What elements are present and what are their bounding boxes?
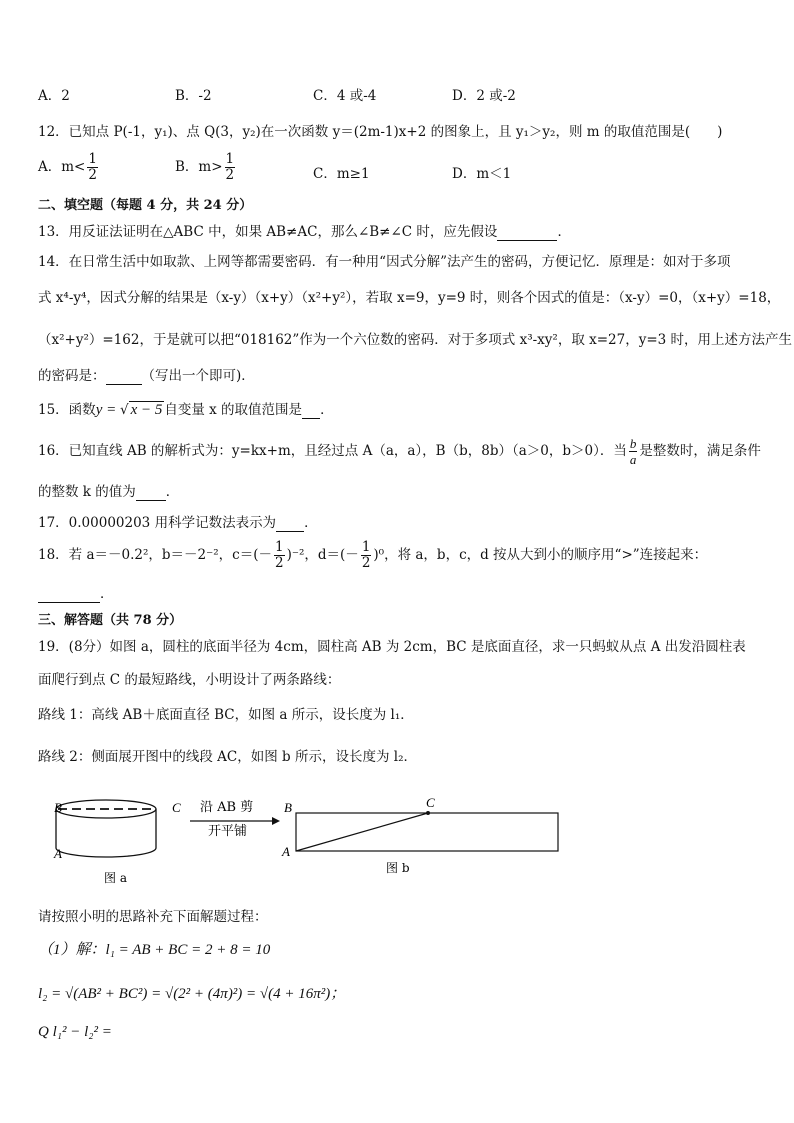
q15-blank	[302, 402, 320, 419]
q16-line-2-text: 的整数 k 的值为	[38, 484, 136, 500]
q12-b-fraction	[225, 152, 236, 183]
q18-text-c: )⁰，将 a，b，c，d 按从大到小的顺序用“>”连接起来：	[373, 547, 708, 563]
q19-line-1: 19．(8分）如图 a，圆柱的底面半径为 4cm，圆柱高 AB 为 2cm，BC 是底面直径，求一只蚂蚁从点 A 出发沿圆柱表	[38, 639, 746, 655]
q14-line-4-text: 的密码是：	[38, 368, 106, 384]
q12-a-fraction	[87, 152, 98, 183]
arrow-label-top: 沿 AB 剪	[200, 800, 254, 815]
arrow-label-bottom: 开平铺	[208, 824, 248, 839]
q15	[38, 398, 334, 419]
q16-line-1	[38, 436, 761, 467]
q14-line-3: （x²+y²）=162，于是就可以把“018162”作为一个六位数的密码．对于多项式 x³-xy²，取 x=27，y=3 时，用上述方法产生	[38, 332, 793, 348]
q11-option-d: D．2 或-2	[452, 88, 516, 104]
q19-figure	[40, 792, 580, 887]
point-c	[426, 811, 430, 815]
q18-text-a: 18．若 a＝－0.2²，b＝－2⁻²，c＝(－	[38, 547, 272, 563]
q19-route-1: 路线 1：高线 AB＋底面直径 BC，如图 a 所示，设长度为 l₁．	[38, 707, 414, 723]
q16-den: a	[629, 452, 637, 467]
q17-blank	[276, 515, 304, 532]
q15-text: 15．函数	[38, 402, 96, 418]
q18-num2: 1	[361, 539, 371, 555]
q19-step-2: l₂ = √(AB² + BC²) = √(2² + (4π)²) = √(4 + 16π²)；	[38, 986, 346, 1002]
q12-option-b	[175, 152, 237, 183]
q17	[38, 511, 318, 532]
q14-line-4	[38, 364, 255, 385]
q18-line-2	[38, 582, 114, 603]
segment-ac	[296, 813, 428, 851]
q14-line-4-end: （写出一个即可)．	[141, 368, 255, 384]
arrow-head-icon	[272, 817, 280, 825]
label-a-b: A	[282, 844, 290, 859]
q18-end: ．	[100, 586, 114, 602]
q12-a-den: 2	[88, 167, 97, 183]
q12-b-den: 2	[225, 167, 235, 183]
section-3-heading: 三、解答题（共 78 分）	[38, 613, 183, 628]
q16-text-a: 16．已知直线 AB 的解析式为：y=kx+m，且经过点 A（a，a），B（b，8b）（a＞0，b＞0）．当	[38, 443, 627, 459]
q12-option-d: D．m＜1	[452, 166, 512, 182]
label-b-b: B	[284, 800, 292, 815]
q16-fraction	[629, 436, 638, 467]
q12-option-c: C．m≥1	[313, 166, 370, 182]
label-c-b: C	[426, 795, 435, 810]
q16-text-b: 是整数时，满足条件	[639, 443, 761, 459]
label-c-a: C	[172, 800, 181, 815]
cylinder-bottom	[56, 848, 156, 857]
q12-text: 12．已知点 P(-1，y₁)、点 Q(3，y₂)在一次函数 y＝(2m-1)x+2 的图象上，且 y₁＞y₂，则 m 的取值范围是( )	[38, 124, 723, 140]
q12-b-label: B．m>	[175, 159, 223, 175]
q15-end: ．	[320, 402, 334, 418]
q11-option-b: B．-2	[175, 88, 212, 104]
q18-fraction-2	[361, 540, 372, 571]
q16-num: b	[629, 436, 637, 451]
q19-step-3: Q l₁² − l₂² =	[38, 1024, 112, 1040]
q14-line-1: 14．在日常生活中如取款、上网等都需要密码．有一种用“因式分解”法产生的密码，方便记忆．原理是：如对于多项	[38, 254, 731, 270]
q11-option-c: C．4 或-4	[313, 88, 377, 104]
q19-step-1: （1）解：l₁ = AB + BC = 2 + 8 = 10	[38, 942, 271, 958]
q13-blank	[497, 224, 557, 241]
label-b-a: B	[54, 800, 62, 815]
unrolled-rectangle	[296, 813, 558, 851]
q11-option-a: A．2	[38, 88, 70, 104]
q18-text-b: )⁻²，d＝(－	[286, 547, 359, 563]
cylinder-figure-a	[56, 800, 156, 857]
q13	[38, 220, 571, 241]
label-a-a: A	[54, 846, 62, 861]
section-2-heading: 二、填空题（每题 4 分，共 24 分）	[38, 198, 253, 213]
q16-end: ．	[165, 484, 180, 500]
q19-prompt: 请按照小明的思路补充下面解题过程：	[38, 909, 268, 925]
q14-line-2: 式 x⁴-y⁴，因式分解的结果是（x-y）（x+y）（x²+y²），若取 x=9，y=9 时，则各个因式的值是：（x-y）=0，（x+y）=18，	[38, 290, 781, 306]
q13-text: 13．用反证法证明在△ABC 中，如果 AB≠AC，那么∠B≠∠C 时，应先假设	[38, 224, 498, 240]
q14-blank	[106, 368, 142, 385]
q17-text: 17．0.00000203 用科学记数法表示为	[38, 515, 277, 531]
q18-blank	[38, 586, 100, 603]
q18-den1: 2	[275, 555, 284, 571]
q19-route-2: 路线 2：侧面展开图中的线段 AC，如图 b 所示，设长度为 l₂．	[38, 749, 417, 765]
q12-a-num: 1	[88, 151, 97, 167]
q16-blank	[136, 484, 166, 501]
q15-post: 自变量 x 的取值范围是	[164, 402, 303, 418]
caption-fig-b: 图 b	[386, 861, 410, 875]
q15-func: y =	[95, 402, 120, 418]
q13-end: ．	[557, 224, 571, 240]
q15-radicand: x − 5	[130, 402, 163, 418]
q15-sqrt-sign: √	[119, 402, 129, 418]
q12-b-num: 1	[225, 151, 235, 167]
q18-num1: 1	[275, 539, 284, 555]
q17-end: ．	[304, 515, 318, 531]
q18-den2: 2	[361, 555, 371, 571]
q16-line-2	[38, 480, 179, 501]
q12-a-label: A．m<	[38, 159, 86, 175]
q19-line-2: 面爬行到点 C 的最短路线，小明设计了两条路线：	[38, 672, 341, 688]
q18-fraction-1	[274, 540, 285, 571]
caption-fig-a: 图 a	[104, 871, 127, 885]
q18-line-1	[38, 540, 707, 571]
q12-option-a	[38, 152, 100, 183]
